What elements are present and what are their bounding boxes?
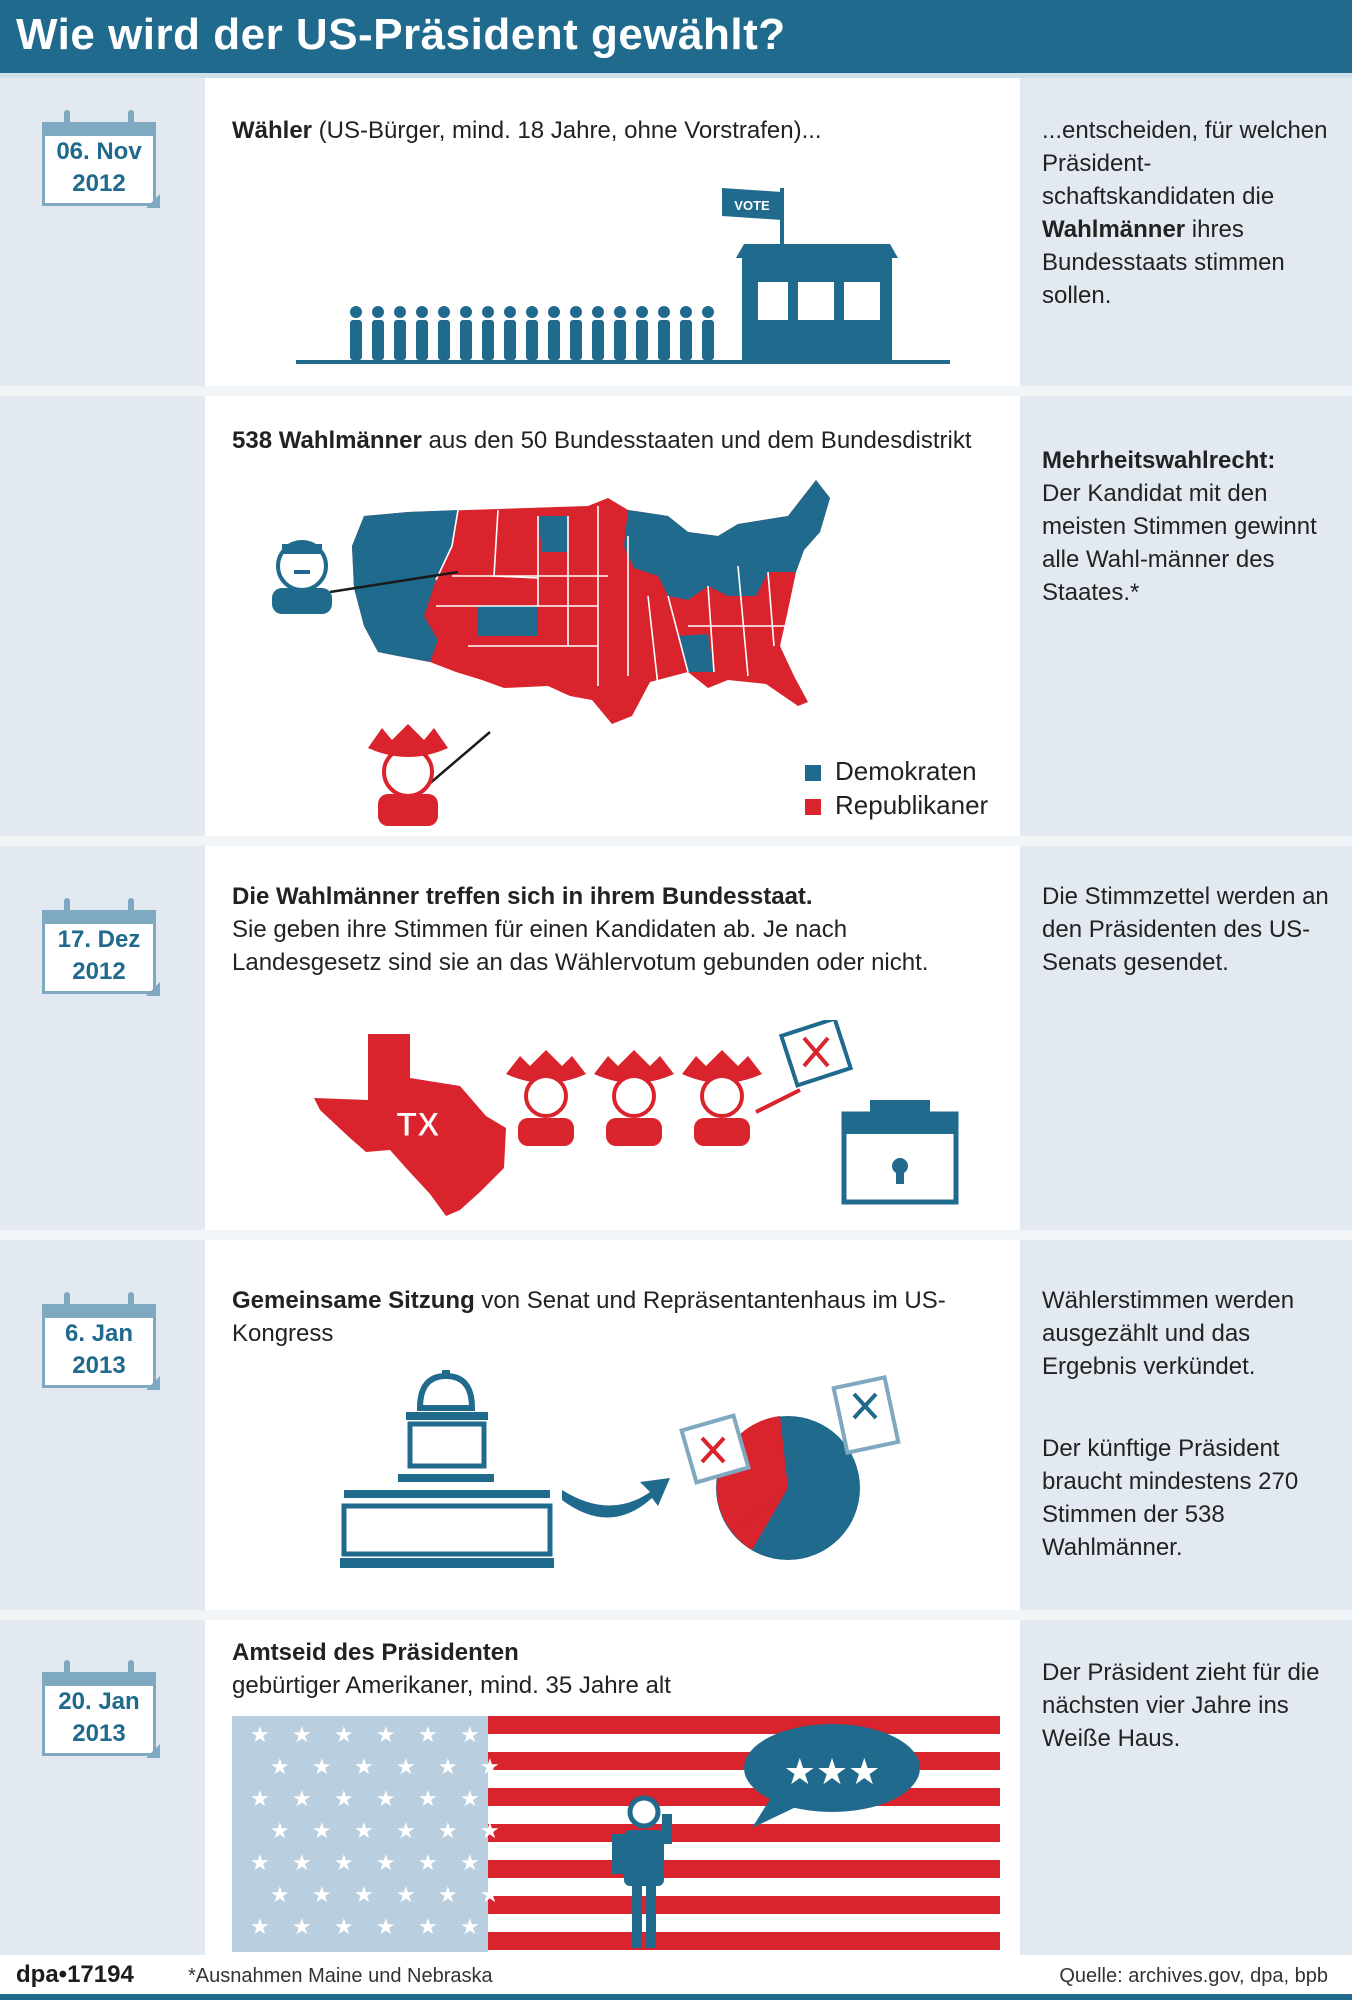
date-line1: 17. Dez [57,926,141,953]
flag-star: ★ [418,1915,438,1940]
flag-star: ★ [334,1915,354,1940]
step-2-text [232,424,992,457]
legend-swatch-blue [805,765,821,781]
voter-icon [636,306,648,318]
flag-star: ★ [376,1787,396,1812]
voter-icon [570,320,582,360]
flag-star: ★ [250,1723,270,1748]
step-4-text [232,1284,992,1350]
footer-source: Quelle: archives.gov, dpa, bpb [1059,1965,1328,1987]
flag-star: ★ [354,1819,374,1844]
step-2-rest: aus den 50 Bundesstaaten und dem Bundesdistrikt [421,427,972,454]
flag-star: ★ [396,1883,416,1908]
step-2-bold: 538 Wahlmänner [232,427,422,454]
note-rest: Der Kandidat mit den meisten Stimmen gewinnt alle Wahl-männer des Staates.* [1042,480,1317,606]
voter-icon [526,320,538,360]
flag-star: ★ [250,1915,270,1940]
flag-star: ★ [292,1787,312,1812]
svg-text:★★★: ★★★ [783,1752,881,1793]
voter-icon [570,306,582,318]
step-5-rest: gebürtiger Amerikaner, mind. 35 Jahre alt [232,1672,671,1699]
flag-star: ★ [418,1851,438,1876]
flag-star: ★ [418,1787,438,1812]
header-bar [0,0,1352,78]
voter-icon [460,320,472,360]
voter-icon [350,320,362,360]
step-1-note [1042,114,1342,312]
flag-star: ★ [312,1819,332,1844]
step-4-bold: Gemeinsame Sitzung [232,1287,475,1314]
flag-star: ★ [270,1755,290,1780]
step-5-bold: Amtseid des Präsidenten [232,1639,519,1666]
voter-icon [680,320,692,360]
date-line2: 2012 [72,170,126,197]
flag-star: ★ [312,1883,332,1908]
date-line1: 06. Nov [56,138,142,165]
step-4-note2: Der künftige Präsident braucht mindestens 270 Stimmen der 538 Wahlmänner. [1042,1435,1299,1561]
flag-star: ★ [376,1915,396,1940]
flag-star: ★ [292,1723,312,1748]
flag-star: ★ [438,1819,458,1844]
voter-icon [482,320,494,360]
flag-star: ★ [250,1851,270,1876]
date-line2: 2013 [72,1720,126,1747]
date-line1: 6. Jan [64,1320,134,1347]
legend-label: Demokraten [835,756,977,786]
flag-star: ★ [460,1915,480,1940]
voter-icon [636,320,648,360]
step-1-rest: (US-Bürger, mind. 18 Jahre, ohne Vorstrafen)... [312,117,822,144]
note-bold: Mehrheitswahlrecht: [1042,447,1276,474]
voter-icon [394,306,406,318]
voter-icon [658,306,670,318]
voter-icon [592,320,604,360]
democrat-elector-icon [272,542,332,614]
flag-star: ★ [334,1787,354,1812]
voter-icon [504,306,516,318]
flag-star: ★ [460,1851,480,1876]
congress-count-illustration [340,1370,910,1590]
voter-icon [372,320,384,360]
elector-icon [682,1050,762,1146]
step-5-note: Der Präsident zieht für die nächsten vier Jahre ins Weiße Haus. [1042,1659,1320,1752]
voter-icon [504,320,516,360]
footer-footnote: *Ausnahmen Maine und Nebraska [188,1965,493,1987]
flag-star: ★ [334,1723,354,1748]
voter-icon [438,306,450,318]
flag-star: ★ [292,1851,312,1876]
flag-star: ★ [334,1851,354,1876]
us-flag-illustration [232,1716,1000,1952]
flag-star: ★ [460,1787,480,1812]
flag-star: ★ [396,1755,416,1780]
voter-icon [416,306,428,318]
step-3-text [232,880,992,979]
voter-icon [438,320,450,360]
voter-icon [702,320,714,360]
voter-icon [482,306,494,318]
voter-icon [460,306,472,318]
flag-star: ★ [292,1915,312,1940]
flag-star: ★ [376,1851,396,1876]
flag-star: ★ [480,1755,500,1780]
voter-icon [350,306,362,318]
flag-star: ★ [376,1723,396,1748]
calendar-icon [42,108,160,208]
footer [0,1955,1352,2000]
flag-star: ★ [250,1787,270,1812]
flag-star: ★ [480,1819,500,1844]
voter-icon [372,306,384,318]
separator [0,386,1352,396]
calendar-icon [42,896,160,996]
date-line1: 20. Jan [58,1688,140,1715]
elector-icon [594,1050,674,1146]
flag-star: ★ [396,1819,416,1844]
date-line2: 2013 [72,1352,126,1379]
note-bold: Wahlmänner [1042,216,1186,243]
capitol-icon [340,1370,554,1568]
step-1-text [232,114,992,147]
state-label: TX [396,1106,440,1144]
elector-icon [506,1050,586,1146]
separator [0,1230,1352,1240]
flag-star: ★ [480,1883,500,1908]
legend-label: Republikaner [835,790,989,820]
voter-icon [394,320,406,360]
voter-icon [702,306,714,318]
flag-star: ★ [460,1723,480,1748]
flag-star: ★ [438,1755,458,1780]
electors-ballot-illustration [310,1020,970,1220]
us-map-illustration [268,476,854,828]
voter-icon [592,306,604,318]
voters-illustration [290,178,950,368]
flag-star: ★ [438,1883,458,1908]
calendar-icon [42,1658,160,1758]
voter-icon [526,306,538,318]
ballot-stack-icon [682,1416,749,1483]
legend-democrats [805,756,977,787]
voter-icon [614,306,626,318]
step-2-note [1042,444,1342,609]
flag-star: ★ [354,1755,374,1780]
arrow-icon [562,1478,670,1518]
voter-icon [548,320,560,360]
step-3-bold: Die Wahlmänner treffen sich in ihrem Bundesstaat. [232,883,813,910]
step-3-rest: Sie geben ihre Stimmen für einen Kandidaten ab. Je nach Landesgesetz sind sie an das Wählervotum gebunden oder nicht. [232,916,929,976]
vote-flag-label: VOTE [734,198,770,213]
step-4-rest: von Senat und Repräsentantenhaus im US-Kongress [232,1287,946,1347]
flag-star: ★ [270,1819,290,1844]
ballot-stack-icon [834,1377,899,1452]
republican-elector-icon [368,724,448,826]
legend-swatch-red [805,799,821,815]
flag-star: ★ [354,1883,374,1908]
note-pre: ...entscheiden, für welchen Präsident-schaftskandidaten die [1042,117,1328,210]
calendar-icon [42,1290,160,1390]
voter-icon [416,320,428,360]
step-4-note1: Wählerstimmen werden ausgezählt und das Ergebnis verkündet. [1042,1287,1295,1380]
legend-republicans [805,790,988,821]
step-3-note: Die Stimmzettel werden an den Präsidenten des US-Senats gesendet. [1042,883,1329,976]
flag-star: ★ [418,1723,438,1748]
step-5-text [232,1636,992,1702]
voter-icon [680,306,692,318]
date-line2: 2012 [72,958,126,985]
step-1-bold: Wähler [232,117,313,144]
separator [0,1610,1352,1620]
voter-icon [548,306,560,318]
flag-star: ★ [270,1883,290,1908]
footer-id: dpa•17194 [16,1961,134,1988]
voter-icon [614,320,626,360]
separator [0,836,1352,846]
page-title: Wie wird der US-Präsident gewählt? [16,10,786,59]
flag-star: ★ [312,1755,332,1780]
voter-icon [658,320,670,360]
footer-bar [0,1994,1352,2000]
note-post: ihres Bundesstaats stimmen sollen. [1042,216,1285,309]
